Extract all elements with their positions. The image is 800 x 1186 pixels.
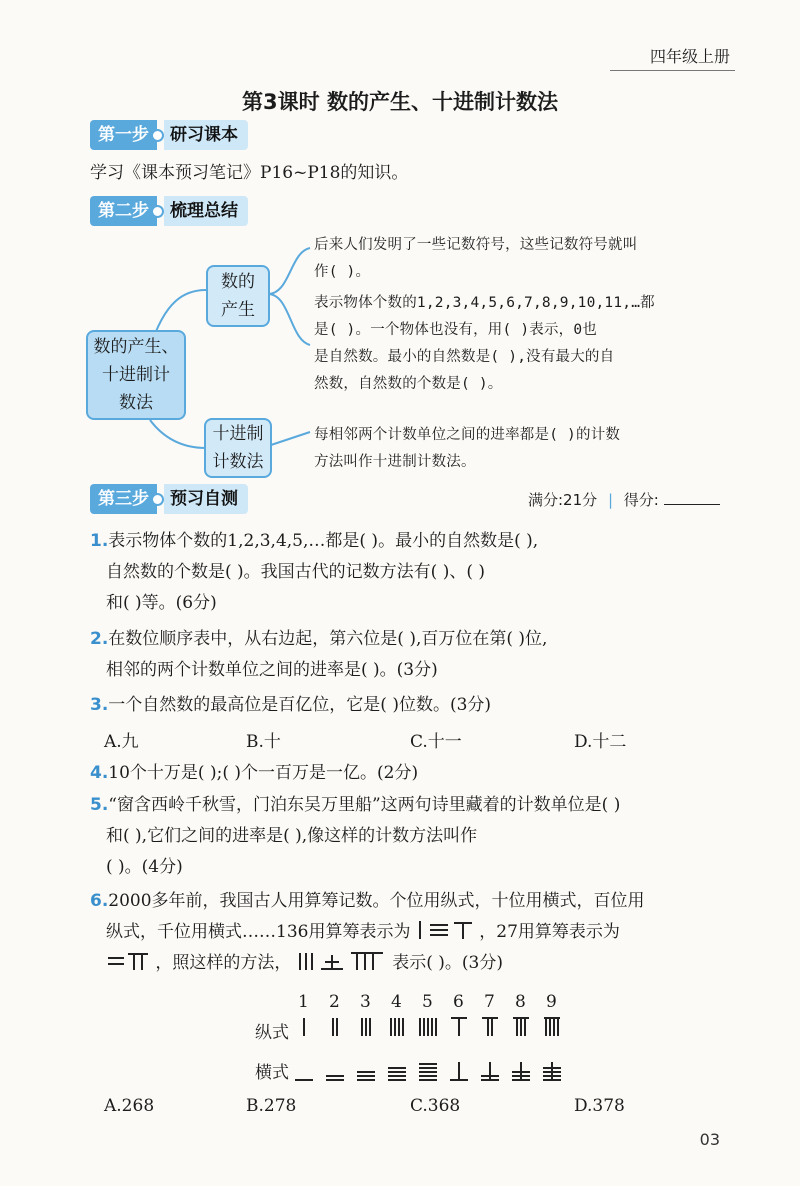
score-separator: | bbox=[607, 491, 613, 509]
question-5 bbox=[90, 790, 730, 883]
question-6 bbox=[90, 886, 730, 979]
mindmap-branch-decimal bbox=[204, 418, 272, 478]
q5-line: “窗含西岭千秋雪，门泊东吴万里船”这两句诗里藏着的计数单位是( ) bbox=[108, 795, 621, 815]
score-blank[interactable] bbox=[664, 490, 720, 505]
rod-digit: 7 bbox=[484, 992, 495, 1012]
note-line: 作( )。 bbox=[314, 264, 371, 280]
step1-text: 学习《课本预习笔记》P16~P18的知识。 bbox=[90, 163, 409, 183]
rod-digit: 4 bbox=[391, 992, 402, 1012]
rod-digit: 5 bbox=[422, 992, 433, 1012]
counting-rods-table bbox=[295, 1014, 585, 1086]
branch2-notes bbox=[314, 422, 734, 476]
q2-line: 相邻的两个计数单位之间的进率是( )。(3分) bbox=[106, 660, 438, 680]
step3-header bbox=[90, 484, 248, 514]
q1-number: 1. bbox=[90, 531, 109, 551]
q3-text: 一个自然数的最高位是百亿位，它是( )位数。(3分) bbox=[108, 695, 492, 715]
q4-text: 10个十万是( );( )个一百万是一亿。(2分) bbox=[108, 763, 419, 783]
q5-line: ( )。(4分) bbox=[106, 857, 183, 877]
score-area bbox=[528, 489, 720, 510]
note-line: 是( )。一个物体也没有，用( )表示，0也 bbox=[314, 322, 598, 338]
branch-line: 十进制 bbox=[212, 424, 264, 444]
counting-rods-question-icon bbox=[297, 950, 387, 972]
step3-tag: 第三步 bbox=[90, 484, 157, 514]
connector-branch1-up bbox=[268, 248, 310, 294]
q6-option-c[interactable]: C.368 bbox=[410, 1096, 461, 1116]
score-total: 满分:21分 bbox=[528, 491, 598, 509]
q5-number: 5. bbox=[90, 795, 109, 815]
step-dot-icon bbox=[151, 205, 164, 218]
q3-option-a[interactable]: A.九 bbox=[104, 732, 139, 752]
note-line: 每相邻两个计数单位之间的进率都是( )的计数 bbox=[314, 427, 621, 443]
step1-name: 研习课本 bbox=[164, 120, 248, 150]
note-line: 是自然数。最小的自然数是( ),没有最大的自 bbox=[314, 349, 615, 365]
q4-number: 4. bbox=[90, 763, 109, 783]
connector-root-branch2 bbox=[150, 420, 206, 448]
grade-label: 四年级上册 bbox=[649, 47, 730, 66]
q3-option-b[interactable]: B.十 bbox=[246, 732, 281, 752]
q1-line: 自然数的个数是( )。我国古代的记数方法有( )、( ) bbox=[106, 562, 486, 582]
q6-line: ，27用算筹表示为 bbox=[479, 922, 620, 942]
question-2 bbox=[90, 624, 730, 686]
q2-line: 在数位顺序表中，从右边起，第六位是( ),百万位在第( )位, bbox=[108, 629, 548, 649]
q1-line: 和( )等。(6分) bbox=[106, 593, 217, 613]
q6-line: 纵式，千位用横式……136用算筹表示为 bbox=[106, 922, 416, 942]
step-dot-icon bbox=[151, 129, 164, 142]
zong-label: 纵式 bbox=[255, 1023, 289, 1043]
q2-number: 2. bbox=[90, 629, 109, 649]
q6-number: 6. bbox=[90, 891, 109, 911]
q3-option-d[interactable]: D.十二 bbox=[574, 732, 627, 752]
lesson-title: 第3课时 数的产生、十进制计数法 bbox=[242, 90, 558, 114]
step2-name: 梳理总结 bbox=[164, 196, 248, 226]
question-4 bbox=[90, 758, 730, 789]
branch-line: 数的 bbox=[221, 272, 255, 292]
mindmap-branch-origin bbox=[206, 265, 270, 327]
q3-option-c[interactable]: C.十一 bbox=[410, 732, 462, 752]
question-3 bbox=[90, 690, 730, 721]
step-dot-icon bbox=[151, 493, 164, 506]
q6-option-d[interactable]: D.378 bbox=[574, 1096, 625, 1116]
connector-branch1-down bbox=[268, 294, 310, 345]
connector-branch2 bbox=[268, 432, 310, 446]
note-line: 然数，自然数的个数是( )。 bbox=[314, 376, 503, 392]
rod-digit: 1 bbox=[298, 992, 309, 1012]
q1-line: 表示物体个数的1,2,3,4,5,…都是( )。最小的自然数是( ), bbox=[108, 531, 539, 551]
rod-digit: 9 bbox=[546, 992, 557, 1012]
counting-rods-27-icon bbox=[106, 950, 150, 972]
page-number: 03 bbox=[699, 1130, 720, 1149]
note-line: 后来人们发明了一些记数符号，这些记数符号就叫 bbox=[314, 237, 638, 253]
rod-digit: 3 bbox=[360, 992, 371, 1012]
mindmap-root bbox=[86, 330, 186, 420]
note-line: 表示物体个数的1,2,3,4,5,6,7,8,9,10,11,…都 bbox=[314, 295, 655, 311]
step1-tag: 第一步 bbox=[90, 120, 157, 150]
q6-option-b[interactable]: B.278 bbox=[246, 1096, 297, 1116]
root-line: 数的产生、 bbox=[93, 337, 179, 357]
root-line: 十进制计 bbox=[102, 365, 170, 385]
branch-line: 计数法 bbox=[212, 452, 264, 472]
step2-tag: 第二步 bbox=[90, 196, 157, 226]
heng-label: 横式 bbox=[255, 1063, 289, 1083]
counting-rods-136-icon bbox=[416, 919, 474, 941]
branch-line: 产生 bbox=[221, 300, 255, 320]
q6-line: ，照这样的方法， bbox=[155, 953, 292, 973]
q3-number: 3. bbox=[90, 695, 109, 715]
score-label: 得分: bbox=[623, 491, 659, 509]
step3-name: 预习自测 bbox=[164, 484, 248, 514]
root-line: 数法 bbox=[119, 393, 153, 413]
q6-option-a[interactable]: A.268 bbox=[104, 1096, 155, 1116]
rod-digit: 6 bbox=[453, 992, 464, 1012]
rod-digit: 2 bbox=[329, 992, 340, 1012]
q6-line: 表示( )。(3分) bbox=[392, 953, 503, 973]
note-line: 方法叫作十进制计数法。 bbox=[314, 454, 476, 470]
q6-line: 2000多年前，我国古人用算筹记数。个位用纵式，十位用横式，百位用 bbox=[108, 891, 645, 911]
rod-digit: 8 bbox=[515, 992, 526, 1012]
q5-line: 和( ),它们之间的进率是( ),像这样的计数方法叫作 bbox=[106, 826, 478, 846]
branch1-notes bbox=[314, 232, 734, 398]
question-1 bbox=[90, 526, 730, 619]
